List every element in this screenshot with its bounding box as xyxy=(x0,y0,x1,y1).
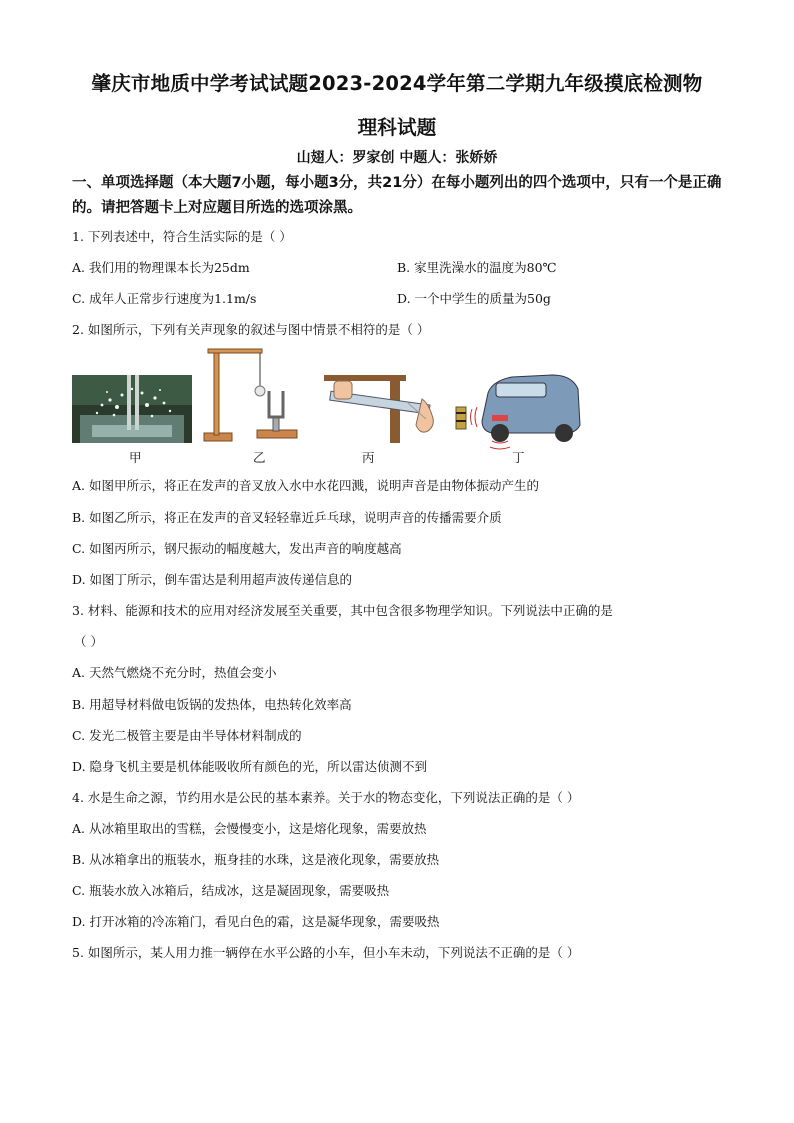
caption-ding: 丁 xyxy=(512,450,525,465)
q3-option-c: C. 发光二极管主要是由半导体材料制成的 xyxy=(72,728,302,743)
title-line-2: 理科试题 xyxy=(357,116,437,139)
q3-option-d: D. 隐身飞机主要是机体能吸收所有颜色的光，所以雷达侦测不到 xyxy=(72,759,428,774)
q1-option-d: D. 一个中学生的质量为50g xyxy=(397,291,551,306)
q3-option-a: A. 天然气燃烧不充分时，热值会变小 xyxy=(72,665,277,680)
q2-option-c: C. 如图丙所示，钢尺振动的幅度越大，发出声音的响度越高 xyxy=(72,541,402,556)
q2-option-a: A. 如图甲所示，将正在发声的音叉放入水中水花四溅，说明声音是由物体振动产生的 xyxy=(72,478,539,493)
q2-option-b: B. 如图乙所示，将正在发声的音叉轻轻靠近乒乓球，说明声音的传播需要介质 xyxy=(72,510,502,525)
q4-option-d: D. 打开冰箱的冷冻箱门，看见白色的霜，这是凝华现象，需要吸热 xyxy=(72,914,440,929)
caption-jia: 甲 xyxy=(129,450,142,465)
q4-option-b: B. 从冰箱拿出的瓶装水，瓶身挂的水珠，这是液化现象，需要放热 xyxy=(72,852,440,867)
q5-stem: 5. 如图所示，某人用力推一辆停在水平公路的小车，但小车未动，下列说法不正确的是（ ） xyxy=(72,945,580,960)
q3-option-b: B. 用超导材料做电饭锅的发热体，电热转化效率高 xyxy=(72,697,352,712)
caption-yi: 乙 xyxy=(253,450,266,465)
q2-figure xyxy=(72,345,582,465)
q3-paren: （ ） xyxy=(74,634,103,649)
authors-line: 山翅人：罗家创 中题人：张娇娇 xyxy=(296,150,498,166)
title-line-1: 肇庆市地质中学考试试题2023-2024学年第二学期九年级摸底检测物 xyxy=(91,72,703,95)
q2-option-d: D. 如图丁所示，倒车雷达是利用超声波传递信息的 xyxy=(72,572,353,587)
caption-bing: 丙 xyxy=(362,450,375,465)
q1-option-b: B. 家里洗澡水的温度为80℃ xyxy=(397,260,557,275)
q4-option-a: A. 从冰箱里取出的雪糕，会慢慢变小，这是熔化现象，需要放热 xyxy=(72,821,427,836)
q1-option-a: A. 我们用的物理课本长为25dm xyxy=(72,260,250,275)
section-heading: 一、单项选择题（本大题7小题，每小题3分，共21分）在每小题列出的四个选项中，只有一个是正确的。请把答题卡上对应题目所选的选项涂黑。 xyxy=(72,175,722,216)
q3-stem: 3. 材料、能源和技术的应用对经济发展至关重要，其中包含很多物理学知识。下列说法中正确的是 xyxy=(72,603,613,618)
figure-yi-stand xyxy=(204,349,297,441)
q4-stem: 4. 水是生命之源，节约用水是公民的基本素养。关于水的物态变化，下列说法正确的是（ ） xyxy=(72,790,580,805)
q2-figure-svg xyxy=(72,345,582,465)
figure-jia-splash xyxy=(72,375,192,443)
figure-ding-car xyxy=(456,375,580,449)
figure-bing-ruler xyxy=(324,375,433,443)
q1-option-c: C. 成年人正常步行速度为1.1m/s xyxy=(72,291,257,306)
q4-option-c: C. 瓶装水放入冰箱后，结成冰，这是凝固现象，需要吸热 xyxy=(72,883,390,898)
q1-stem: 1. 下列表述中，符合生活实际的是（ ） xyxy=(72,229,292,244)
q2-stem: 2. 如图所示，下列有关声现象的叙述与图中情景不相符的是（ ） xyxy=(72,322,430,337)
